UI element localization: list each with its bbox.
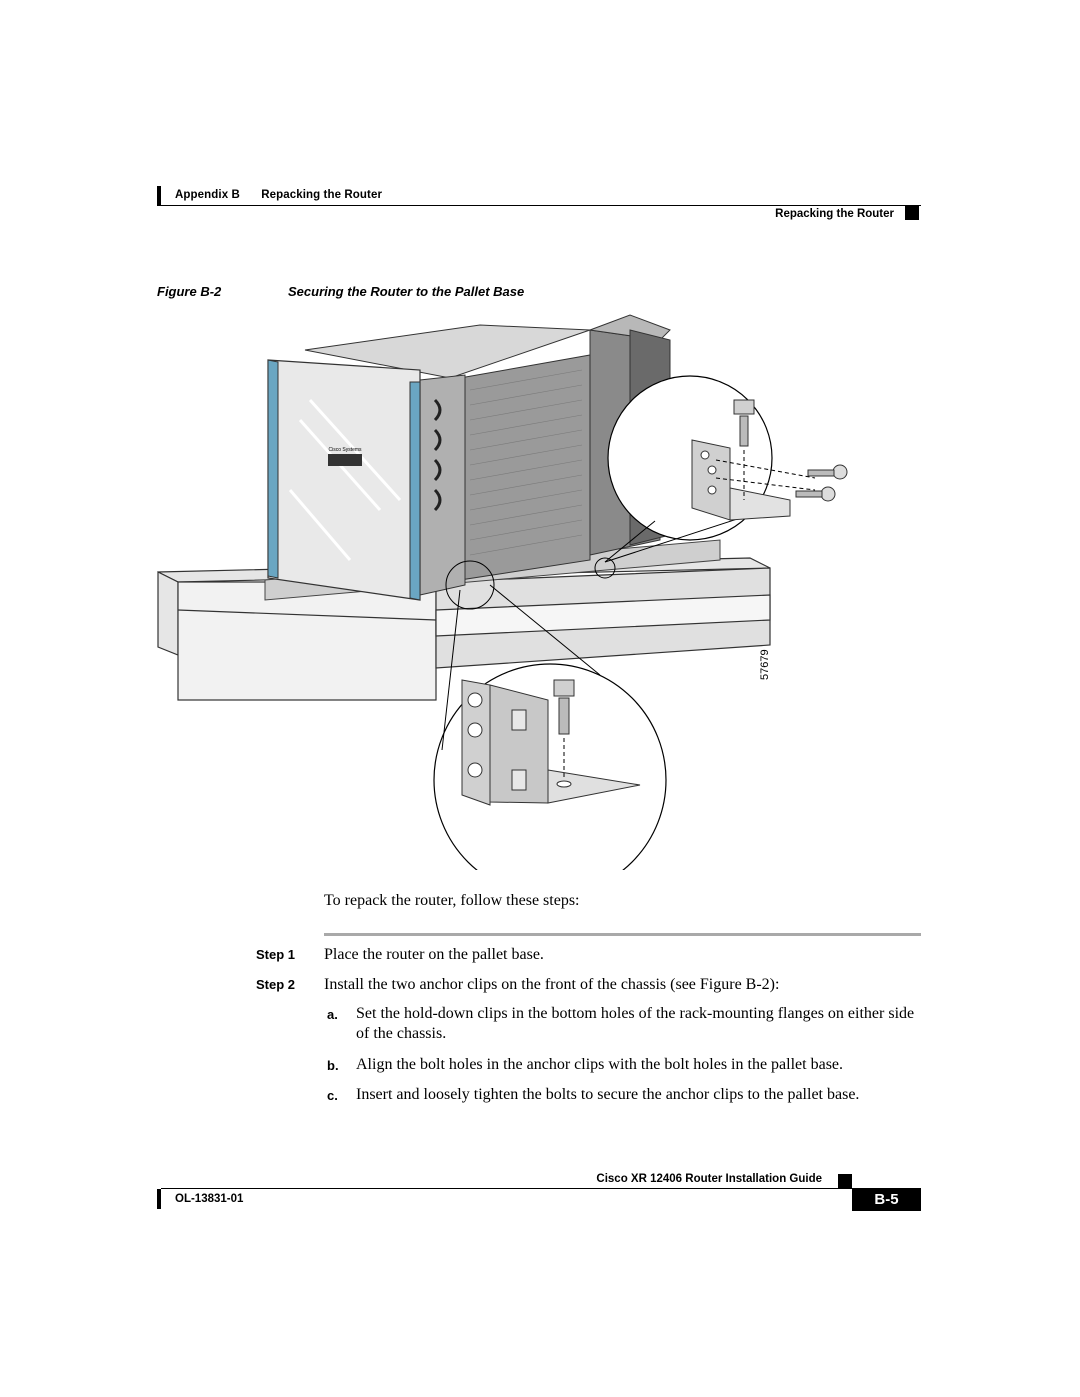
substep-a-text: Set the hold-down clips in the bottom holes of the rack-mounting flanges on either side of the chassis. bbox=[356, 1005, 915, 1042]
footer-bar bbox=[157, 1189, 161, 1209]
header-breadcrumb bbox=[175, 189, 382, 201]
step-2-text: Install the two anchor clips on the front of the chassis (see Figure B-2): bbox=[324, 976, 780, 993]
doc-number: OL-13831-01 bbox=[175, 1193, 244, 1205]
door-logo: Cisco Systems bbox=[328, 447, 362, 453]
substep-b-text: Align the bolt holes in the anchor clips with the bolt holes in the pallet base. bbox=[356, 1056, 844, 1073]
figure-caption bbox=[157, 284, 525, 299]
substep-c-text: Insert and loosely tighten the bolts to secure the anchor clips to the pallet base. bbox=[356, 1086, 860, 1103]
footer-guide-title: Cisco XR 12406 Router Installation Guide bbox=[596, 1173, 822, 1185]
running-title: Repacking the Router bbox=[775, 208, 894, 220]
header-bar bbox=[157, 186, 161, 206]
substep-c-label: c. bbox=[327, 1088, 338, 1103]
figure-title: Securing the Router to the Pallet Base bbox=[288, 284, 525, 299]
appendix-label: Appendix B bbox=[175, 189, 240, 201]
step-2-label: Step 2 bbox=[256, 977, 296, 992]
substep-b-label: b. bbox=[327, 1058, 339, 1073]
substep-a-label: a. bbox=[327, 1007, 338, 1022]
step-1-label: Step 1 bbox=[256, 947, 296, 962]
figure-illustration bbox=[150, 310, 860, 870]
section-label: Repacking the Router bbox=[261, 189, 383, 201]
figure-label: Figure B-2 bbox=[157, 284, 222, 299]
header-marker bbox=[905, 206, 919, 220]
footer-rule bbox=[161, 1188, 921, 1189]
steps-rule bbox=[324, 933, 921, 936]
intro-text: To repack the router, follow these steps: bbox=[324, 892, 580, 909]
page-number: B-5 bbox=[852, 1189, 921, 1211]
footer-marker bbox=[838, 1174, 852, 1188]
step-1-text: Place the router on the pallet base. bbox=[324, 946, 544, 963]
header-rule bbox=[161, 205, 921, 206]
art-number: 57679 bbox=[759, 649, 771, 680]
